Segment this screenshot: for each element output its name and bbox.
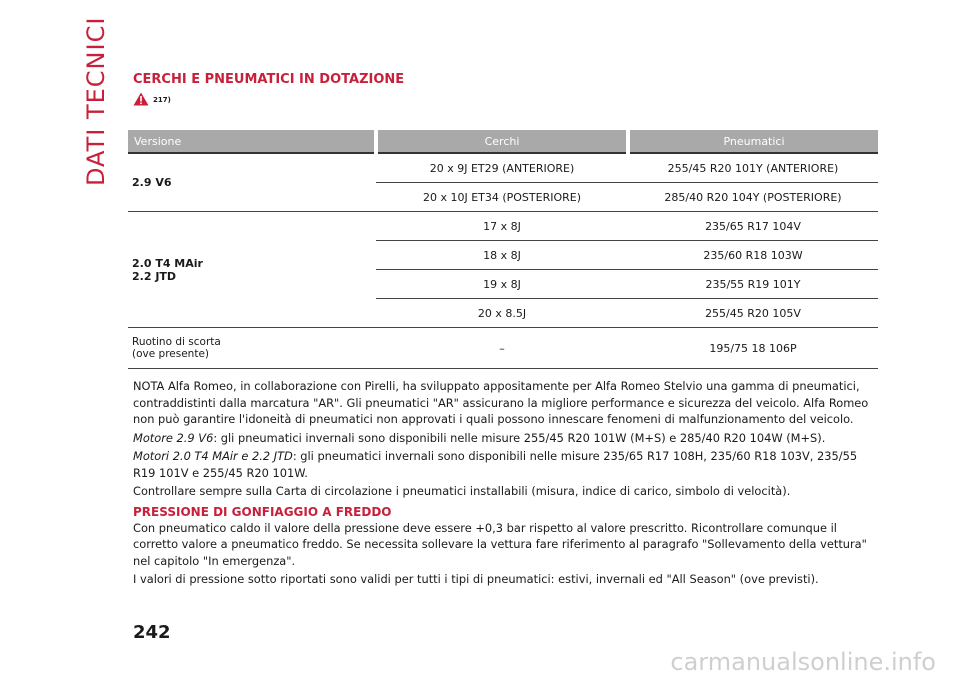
rim-cell: –: [376, 328, 628, 369]
version-line: Ruotino di scorta: [132, 336, 221, 348]
version-cell: [128, 212, 376, 328]
watermark: carmanualsonline.info: [670, 648, 936, 676]
rim-cell: 19 x 8J: [376, 270, 628, 299]
motore-v6-label: Motore 2.9 V6: [133, 430, 214, 445]
warning-reference: [133, 92, 173, 108]
tyre-cell: 255/45 R20 101Y (ANTERIORE): [628, 153, 878, 183]
motori-t4-jtd-label: Motori 2.0 T4 MAir e 2.2 JTD: [133, 449, 293, 463]
table-row: [128, 212, 878, 241]
table-row: [128, 328, 878, 369]
rims-tyres-table: [128, 130, 878, 369]
pressure-paragraph-1: Con pneumatico caldo il valore della pressione deve essere +0,3 bar rispetto al valore prescritto. Ricontrollare comunque il corretto valore a pneumatico freddo. Se necessita sollevare la vettura fare riferimento al paragrafo "Sollevamento della vettura" nel capitolo "In emergenza".: [133, 520, 867, 568]
version-cell: 2.9 V6: [128, 153, 376, 212]
header-pneumatici: Pneumatici: [628, 130, 878, 153]
version-line: 2.0 T4 MAir: [132, 256, 203, 270]
body-text: [133, 378, 878, 590]
tyre-cell: 235/60 R18 103W: [628, 241, 878, 270]
tyre-cell: 255/45 R20 105V: [628, 299, 878, 328]
rim-cell: 17 x 8J: [376, 212, 628, 241]
nota-paragraph: NOTA Alfa Romeo, in collaborazione con Pirelli, ha sviluppato appositamente per Alfa Romeo Stelvio una gamma di pneumatici, contraddistinti dalla marcatura "AR". Gli pneumatici "AR" assicurano la migliore performance e sicurezza del veicolo. Alfa Romeo non può garantire l'idoneità di pneumatici non approvati i quali possono innescare fenomeni di malfunzionamento del veicolo.: [133, 379, 869, 426]
warning-triangle-icon: [133, 92, 149, 106]
chapter-side-label: DATI TECNICI: [82, 16, 110, 186]
pressure-heading: PRESSIONE DI GONFIAGGIO A FREDDO: [133, 504, 392, 519]
tyre-cell: 235/55 R19 101Y: [628, 270, 878, 299]
header-versione: Versione: [128, 130, 376, 153]
table-row: [128, 153, 878, 183]
tyre-cell: 235/65 R17 104V: [628, 212, 878, 241]
version-line: (ove presente): [132, 348, 210, 360]
rim-cell: 20 x 9J ET29 (ANTERIORE): [376, 153, 628, 183]
rim-cell: 20 x 8.5J: [376, 299, 628, 328]
rim-cell: 20 x 10J ET34 (POSTERIORE): [376, 183, 628, 212]
version-cell: [128, 328, 376, 369]
section-title: CERCHI E PNEUMATICI IN DOTAZIONE: [133, 72, 405, 87]
rim-cell: 18 x 8J: [376, 241, 628, 270]
tyre-cell: 195/75 18 106P: [628, 328, 878, 369]
table-header-row: [128, 130, 878, 153]
version-line: 2.2 JTD: [132, 269, 177, 283]
motore-v6-text: : gli pneumatici invernali sono disponibili nelle misure 255/45 R20 101W (M+S) e 285/40 R20 104W (M+S).: [213, 430, 826, 445]
controllare-paragraph: Controllare sempre sulla Carta di circolazione i pneumatici installabili (misura, indice di carico, simbolo di velocità).: [133, 484, 791, 498]
warning-ref-number: 217): [153, 96, 171, 104]
tyre-cell: 285/40 R20 104Y (POSTERIORE): [628, 183, 878, 212]
page-number: 242: [133, 622, 171, 643]
header-cerchi: Cerchi: [376, 130, 628, 153]
motore-v6-paragraph: [133, 430, 878, 447]
motori-t4-jtd-paragraph: [133, 448, 878, 481]
motori-t4-jtd-text: : gli pneumatici invernali sono disponibili nelle misure 235/65 R17 108H, 235/60 R18 103V, 235/55 R19 101V e 255/45 R20 101W.: [133, 449, 858, 480]
pressure-paragraph-2: I valori di pressione sotto riportati sono validi per tutti i tipi di pneumatici: estivi, invernali ed "All Season" (ove previsti).: [133, 572, 819, 586]
